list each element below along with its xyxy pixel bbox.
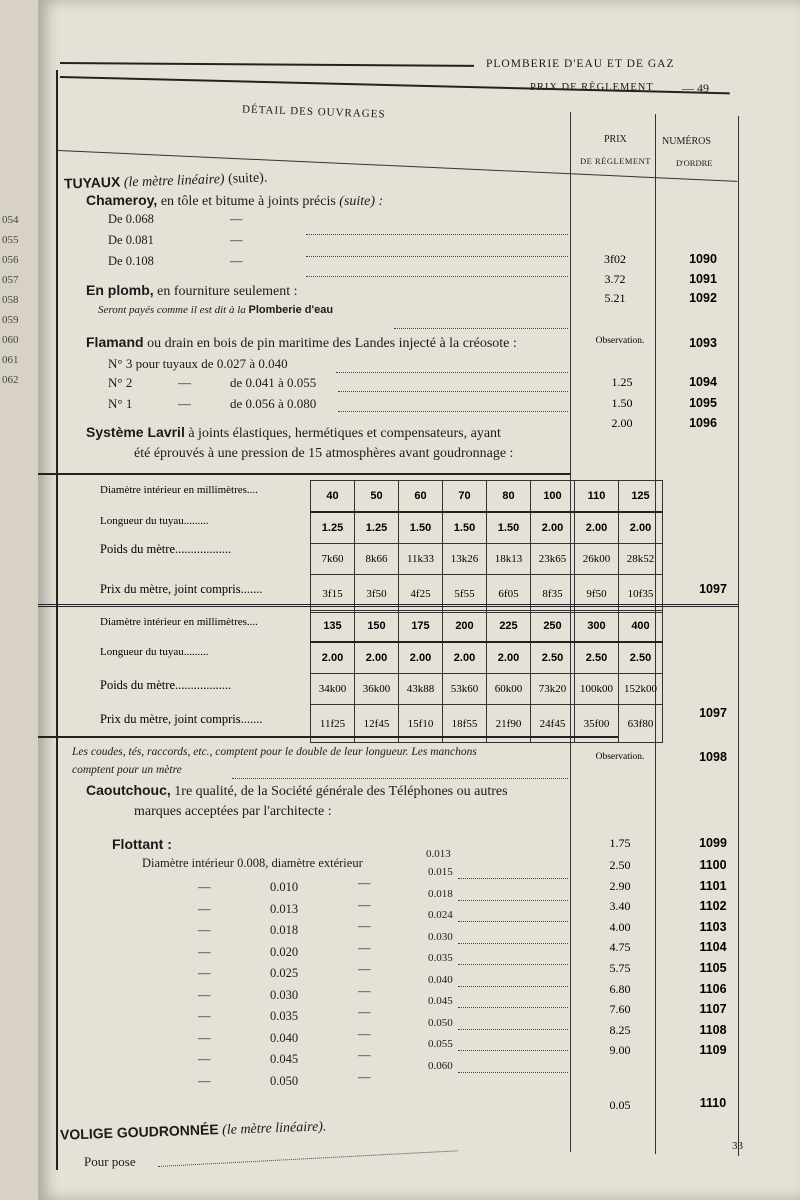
plomb-note-ref: Plomberie d'eau	[248, 304, 334, 316]
flamand-name: Flamand	[86, 334, 144, 350]
dash-left: —	[198, 1052, 211, 1066]
chameroy-dash-3: —	[230, 254, 243, 268]
dash-right: —	[358, 1069, 371, 1084]
label-prix-1: Prix du mètre, joint compris.......	[100, 582, 263, 596]
lavril-name: Système Lavril	[86, 424, 185, 440]
label-longueur-2: Longueur du tuyau.........	[100, 646, 209, 658]
num-1097-b: 1097	[699, 706, 727, 720]
diam-exterieur: 0.030	[428, 930, 453, 943]
num-1106: 1106	[699, 981, 727, 996]
left-page-number: 054	[2, 214, 19, 226]
dash-right: —	[358, 940, 371, 955]
prix-heading-1: PRIX	[604, 134, 627, 145]
caoutchouc-text1: 1re qualité, de la Société générale des Téléphones ou autres	[174, 784, 508, 799]
dash-right: —	[358, 876, 371, 890]
chameroy-item-3: De 0.108	[108, 254, 154, 268]
leader-dots	[336, 372, 568, 373]
diam-interieur: 0.010	[270, 880, 299, 894]
table-rule-top	[38, 473, 570, 475]
diam-cell: 125	[619, 481, 663, 513]
poids-cell: 11k33	[399, 544, 443, 575]
dash-right: —	[358, 1048, 371, 1062]
diam-interieur: 0.050	[270, 1073, 299, 1088]
longueur-cell: 2.00	[619, 512, 663, 544]
prix-cell: 5f55	[443, 575, 487, 613]
tuyaux-title: TUYAUX	[63, 173, 121, 192]
longueur-cell: 2.00	[531, 512, 575, 544]
num-1094: 1094	[689, 375, 717, 389]
price-1101: 2.90	[609, 878, 631, 893]
price-1106: 6.80	[609, 981, 631, 996]
prix-cell: 9f50	[575, 575, 619, 613]
price-1091: 3.72	[604, 272, 626, 286]
prix-cell: 8f35	[531, 575, 575, 613]
dash-left: —	[198, 944, 211, 959]
diam-cell: 135	[311, 611, 355, 643]
leader-dots	[458, 1007, 568, 1008]
num-1097-a: 1097	[699, 582, 727, 596]
diam-interieur: 0.020	[270, 944, 299, 959]
leader-dots	[306, 276, 568, 277]
longueur-cell: 2.00	[575, 512, 619, 544]
poids-cell: 23k65	[531, 544, 575, 575]
prix-cell: 63f80	[619, 705, 663, 743]
prix-cell: 21f90	[487, 705, 531, 743]
flamand-dash-2: —	[178, 375, 191, 390]
diam-exterieur: 0.050	[428, 1016, 453, 1029]
chameroy-item-2: De 0.081	[108, 233, 154, 247]
dash-right: —	[358, 1026, 371, 1041]
leader-dots	[338, 391, 568, 392]
book-page	[38, 0, 800, 1200]
price-1096: 2.00	[611, 416, 633, 430]
price-1104: 4.75	[609, 940, 631, 955]
diam-exterieur: 0.055	[428, 1038, 453, 1050]
poids-cell: 8k66	[355, 544, 399, 575]
longueur-cell: 2.00	[355, 642, 399, 674]
frame-left	[56, 70, 58, 1170]
table-rule-middle	[38, 604, 738, 607]
poids-cell: 26k00	[575, 544, 619, 575]
leader-dots	[306, 234, 568, 235]
poids-cell: 43k88	[399, 674, 443, 705]
longueur-cell: 2.50	[619, 642, 663, 674]
flamand-item-2: N° 2	[108, 375, 133, 390]
dash-left: —	[198, 1073, 211, 1088]
leader-dots	[458, 986, 568, 987]
price-1110: 0.05	[609, 1098, 631, 1112]
dash-right: —	[358, 983, 371, 998]
diam-exterieur: 0.024	[428, 909, 453, 921]
num-1092: 1092	[689, 291, 717, 305]
dash-right: —	[358, 1005, 371, 1019]
caoutchouc-name: Caoutchouc,	[86, 782, 171, 798]
num-1096: 1096	[689, 416, 717, 430]
prix-heading-2: DE RÈGLEMENT	[580, 156, 651, 166]
leader-dots	[394, 328, 568, 329]
num-1110: 1110	[699, 1096, 727, 1110]
poids-cell: 36k00	[355, 674, 399, 705]
caoutchouc-text2: marques acceptées par l'architecte :	[134, 804, 332, 819]
num-1107: 1107	[699, 1002, 727, 1017]
longueur-cell: 2.00	[399, 642, 443, 674]
longueur-cell: 1.50	[399, 512, 443, 544]
leader-dots	[306, 256, 568, 257]
poids-cell: 34k00	[311, 674, 355, 705]
plomb-text: en fourniture seulement :	[157, 284, 298, 299]
volige-note: (le mètre linéaire).	[221, 1119, 327, 1138]
num-1099: 1099	[699, 836, 727, 850]
lavril-line2: été éprouvés à une pression de 15 atmosphères avant goudronnage :	[134, 446, 514, 461]
volige-pose: Pour pose	[84, 1154, 136, 1169]
flamand-item-3: N° 1	[108, 396, 133, 411]
flamand-range-2: de 0.041 à 0.055	[230, 375, 317, 390]
prix-cell: 10f35	[619, 575, 663, 613]
longueur-cell: 2.00	[487, 642, 531, 674]
chameroy-name: Chameroy,	[86, 192, 158, 208]
poids-cell: 152k00	[619, 674, 663, 705]
leader-dots	[458, 900, 568, 901]
price-1102: 3.40	[609, 899, 631, 914]
label-poids-2: Poids du mètre..................	[100, 678, 232, 692]
poids-cell: 53k60	[443, 674, 487, 705]
diam-exterieur: 0.018	[428, 887, 453, 900]
lavril-line-1	[86, 424, 501, 442]
flamand-dash-3: —	[178, 396, 191, 411]
num-1090: 1090	[689, 252, 717, 266]
price-1099: 1.75	[609, 836, 631, 850]
leader-dots	[458, 1072, 568, 1073]
num-1098: 1098	[699, 750, 727, 764]
left-page-number: 061	[2, 354, 19, 366]
diam-interieur: 0.013	[270, 901, 299, 916]
diam-cell: 150	[355, 611, 399, 643]
column-rule-3	[738, 116, 739, 1156]
longueur-cell: 1.25	[355, 512, 399, 544]
chameroy-line	[86, 192, 383, 210]
longueur-cell: 2.50	[531, 642, 575, 674]
diam-interieur: 0.018	[270, 923, 299, 937]
num-1102: 1102	[699, 899, 727, 914]
num-1095: 1095	[689, 396, 717, 410]
dash-left: —	[198, 901, 211, 916]
diam-interieur: 0.045	[270, 1052, 299, 1066]
num-1100: 1100	[699, 858, 727, 872]
plomb-line	[86, 282, 298, 300]
chameroy-text: en tôle et bitume à joints précis	[160, 194, 336, 209]
left-page-number: 062	[2, 374, 19, 386]
diam-exterieur: 0.045	[428, 995, 453, 1007]
tuyaux-title-line	[64, 168, 268, 193]
longueur-cell: 2.50	[575, 642, 619, 674]
prix-cell: 6f05	[487, 575, 531, 613]
leader-dots	[458, 943, 568, 944]
running-subtitle: PRIX DE RÈGLEMENT	[530, 82, 654, 93]
left-page-number: 057	[2, 274, 19, 286]
diam-cell: 70	[443, 481, 487, 513]
plomb-name: En plomb,	[86, 282, 154, 298]
prix-cell: 4f25	[399, 575, 443, 613]
diam-cell: 100	[531, 481, 575, 513]
prix-cell: 3f15	[311, 575, 355, 613]
price-1095: 1.50	[611, 396, 633, 410]
price-1103: 4.00	[609, 919, 631, 934]
num-heading-1: NUMÉROS	[662, 136, 711, 147]
left-page-number: 055	[2, 234, 19, 246]
tuyaux-suffix: (suite).	[227, 170, 268, 187]
prix-cell: 3f50	[355, 575, 399, 613]
volige-line	[60, 1117, 327, 1144]
poids-cell: 60k00	[487, 674, 531, 705]
chameroy-dash-2: —	[230, 233, 243, 247]
prix-cell: 15f10	[399, 705, 443, 743]
dash-left: —	[198, 966, 211, 980]
diam-interieur: 0.040	[270, 1030, 299, 1045]
num-1109: 1109	[699, 1043, 727, 1058]
prix-cell: 24f45	[531, 705, 575, 743]
label-poids-1: Poids du mètre..................	[100, 542, 232, 556]
label-diam-1: Diamètre intérieur en millimètres....	[100, 484, 258, 496]
diam-interieur: 0.035	[270, 1009, 299, 1023]
leader-dots	[458, 1029, 568, 1030]
coudes-line1: Les coudes, tés, raccords, etc., comptent pour le double de leur longueur. Les manchons	[72, 746, 477, 758]
lavril-table-2	[310, 610, 663, 743]
num-1104: 1104	[699, 940, 727, 955]
price-1094: 1.25	[611, 375, 633, 389]
diam-interieur: 0.030	[270, 987, 299, 1002]
dash-left: —	[198, 880, 211, 894]
chameroy-dash-1: —	[230, 212, 243, 226]
price-1090: 3f02	[604, 252, 626, 266]
dash-right: —	[358, 919, 371, 933]
chameroy-note: (suite) :	[339, 194, 384, 209]
label-prix-2: Prix du mètre, joint compris.......	[100, 712, 263, 726]
diam-cell: 400	[619, 611, 663, 643]
diam-exterieur: 0.015	[428, 866, 453, 878]
leader-dots	[338, 411, 568, 412]
label-diam-2: Diamètre intérieur en millimètres....	[100, 616, 258, 628]
leader-dots	[458, 921, 568, 922]
flamand-line	[86, 334, 517, 352]
longueur-cell: 2.00	[311, 642, 355, 674]
flottant-heading: Flottant :	[112, 836, 172, 852]
flamand-text: ou drain en bois de pin maritime des Landes injecté à la créosote :	[147, 336, 517, 351]
diam-cell: 300	[575, 611, 619, 643]
left-page-number: 060	[2, 334, 19, 346]
poids-cell: 7k60	[311, 544, 355, 575]
diam-cell: 40	[311, 481, 355, 513]
volige-name: VOLIGE GOUDRONNÉE	[59, 1121, 219, 1143]
price-1098: Observation.	[595, 752, 645, 762]
diam-cell: 175	[399, 611, 443, 643]
dash-left: —	[198, 987, 211, 1002]
prix-cell: 12f45	[355, 705, 399, 743]
detail-heading: DÉTAIL DES OUVRAGES	[241, 103, 386, 121]
diam-cell: 80	[487, 481, 531, 513]
num-1105: 1105	[699, 961, 727, 975]
leader-dots	[232, 778, 568, 779]
poids-cell: 28k52	[619, 544, 663, 575]
diam-exterieur: 0.035	[428, 952, 453, 964]
page-number: 33	[732, 1140, 743, 1152]
num-1093: 1093	[689, 336, 717, 350]
longueur-cell: 1.50	[487, 512, 531, 544]
longueur-cell: 1.50	[443, 512, 487, 544]
lavril-table-1	[310, 480, 663, 613]
longueur-cell: 2.00	[443, 642, 487, 674]
dash-left: —	[198, 1009, 211, 1023]
diam-cell: 60	[399, 481, 443, 513]
price-1108: 8.25	[609, 1022, 631, 1037]
left-page-number: 059	[2, 314, 19, 326]
diam-exterieur: 0.040	[428, 973, 453, 986]
diam-interieur: 0.025	[270, 966, 299, 980]
diam-cell: 250	[531, 611, 575, 643]
diam-cell: 50	[355, 481, 399, 513]
table-rule-bottom	[38, 736, 618, 738]
price-1093: Observation.	[595, 336, 645, 346]
diam-cell: 225	[487, 611, 531, 643]
chameroy-item-1: De 0.068	[108, 212, 154, 226]
flamand-item-1: N° 3 pour tuyaux de 0.027 à 0.040	[108, 356, 288, 371]
left-page-number: 056	[2, 254, 19, 266]
left-page-number: 058	[2, 294, 19, 306]
tuyaux-note: (le mètre linéaire)	[123, 171, 225, 191]
leader-dots	[458, 1050, 568, 1051]
price-1109: 9.00	[609, 1043, 631, 1058]
caoutchouc-line-1	[86, 782, 508, 800]
coudes-line2: comptent pour un mètre	[72, 764, 182, 776]
flamand-range-3: de 0.056 à 0.080	[230, 396, 317, 411]
price-1100: 2.50	[609, 858, 631, 872]
prix-cell: 11f25	[311, 705, 355, 743]
leader-dots	[458, 964, 568, 965]
page-reference: — 49	[682, 81, 709, 95]
leader-dots	[458, 878, 568, 879]
num-1103: 1103	[699, 919, 727, 934]
poids-cell: 100k00	[575, 674, 619, 705]
dash-left: —	[198, 923, 211, 937]
diam-exterieur: 0.060	[428, 1059, 453, 1072]
poids-cell: 13k26	[443, 544, 487, 575]
prix-cell: 18f55	[443, 705, 487, 743]
num-1101: 1101	[699, 878, 727, 893]
num-1091: 1091	[689, 272, 717, 286]
price-1105: 5.75	[609, 961, 631, 975]
caoutchouc-first-ext: 0.013	[426, 848, 451, 860]
num-1108: 1108	[699, 1022, 727, 1037]
running-title: PLOMBERIE D'EAU ET DE GAZ	[486, 58, 675, 70]
caoutchouc-first-text: Diamètre intérieur 0.008, diamètre extérieur	[142, 856, 363, 870]
frame-top-left	[60, 62, 474, 67]
prix-cell: 35f00	[575, 705, 619, 743]
num-heading-2: D'ORDRE	[676, 158, 713, 168]
diam-cell: 200	[443, 611, 487, 643]
dash-right: —	[358, 962, 371, 976]
label-longueur-1: Longueur du tuyau.........	[100, 515, 209, 527]
price-1092: 5.21	[604, 291, 626, 305]
poids-cell: 73k20	[531, 674, 575, 705]
diam-cell: 110	[575, 481, 619, 513]
plomb-note: Seront payés comme il est dit à la	[98, 304, 246, 316]
leader-dots	[158, 1150, 458, 1167]
poids-cell: 18k13	[487, 544, 531, 575]
lavril-line1: à joints élastiques, hermétiques et compensateurs, ayant	[188, 426, 501, 441]
price-1107: 7.60	[609, 1002, 631, 1017]
dash-left: —	[198, 1030, 211, 1045]
plomb-note-line	[98, 304, 333, 316]
longueur-cell: 1.25	[311, 512, 355, 544]
dash-right: —	[358, 897, 371, 912]
